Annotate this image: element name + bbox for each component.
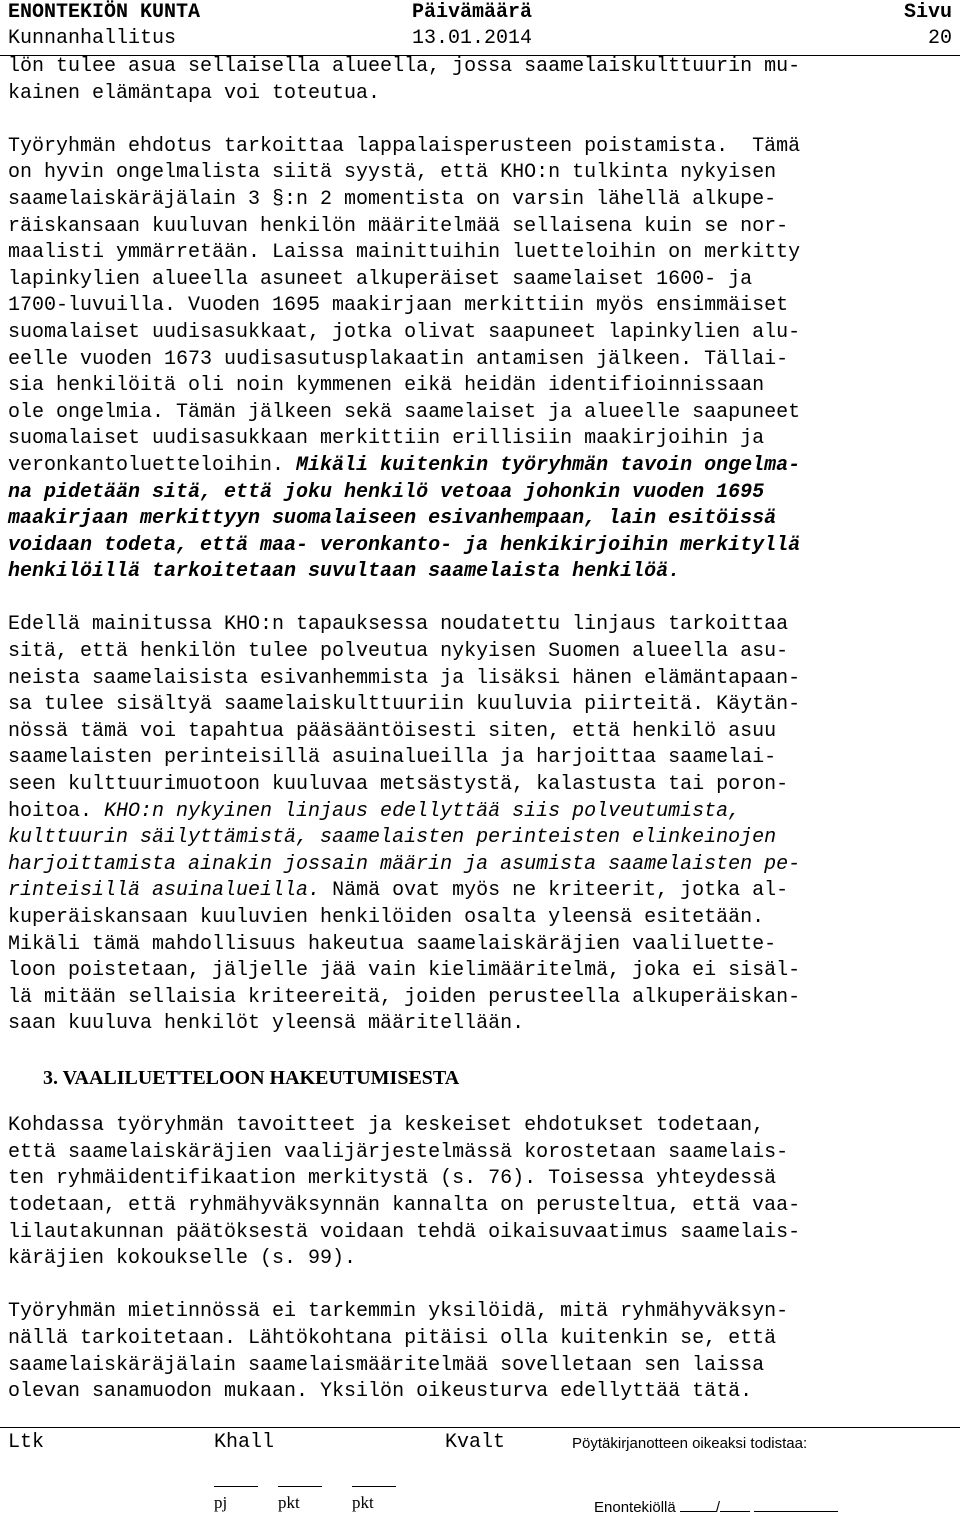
- text-line: [8, 958, 954, 985]
- text-line: [8, 293, 954, 320]
- body-text: kainen elämäntapa voi toteutua.: [8, 81, 381, 105]
- text-line: [8, 54, 954, 81]
- body-text: sia henkilöitä oli noin kymmenen eikä heidän identifioinnissaan: [8, 374, 765, 398]
- date-blank-month: [720, 1497, 750, 1512]
- text-line: [8, 347, 954, 374]
- text-line: [8, 932, 954, 959]
- text-line: [8, 799, 954, 826]
- text-line: [8, 1353, 954, 1380]
- emphasis-bold-text: na pidetään sitä, että joku henkilö vetoaa johonkin vuoden 1695: [8, 480, 765, 504]
- page-number: 20: [927, 27, 952, 50]
- text-line: [8, 639, 954, 666]
- text-line: [8, 719, 954, 746]
- meeting-date: 13.01.2014: [412, 27, 533, 50]
- text-line: [8, 506, 954, 533]
- body-text: Kohdassa työryhmän tavoitteet ja keskeiset ehdotukset todetaan,: [8, 1114, 765, 1138]
- body-text: Nämä ovat myös ne kriteerit, jotka al-: [320, 879, 789, 903]
- text-line: [8, 1193, 954, 1220]
- text-line: [8, 612, 954, 639]
- document-body: [8, 54, 954, 1432]
- signature-line-pkt-2: [352, 1486, 396, 1487]
- text-line: [8, 1379, 954, 1406]
- text-line: [8, 426, 954, 453]
- footer-divider: [0, 1427, 960, 1428]
- body-text: 1700-luvuilla. Vuoden 1695 maakirjaan merkittiin myös ensimmäiset: [8, 294, 789, 318]
- body-text: että saamelaiskäräjien vaalijärjestelmässä korostetaan saamelais-: [8, 1140, 789, 1164]
- body-text: Edellä mainitussa KHO:n tapauksessa noudatettu linjaus tarkoittaa: [8, 613, 789, 637]
- text-line: [8, 400, 954, 427]
- page-footer: [0, 1431, 960, 1519]
- text-line: [8, 1299, 954, 1326]
- body-text: nössä tämä voi tapahtua pääsääntöisesti siten, että henkilö asuu: [8, 719, 777, 743]
- page-label: Sivu: [903, 1, 952, 24]
- body-text: veronkantoluetteloihin.: [8, 453, 297, 477]
- emphasis-italic-text: kulttuurin säilyttämistä, saamelaisten perinteisten elinkeinojen: [8, 826, 777, 850]
- body-text: lapinkylien alueella asuneet alkuperäiset saamelaiset 1600- ja: [8, 267, 753, 291]
- footer-kvalt: Kvalt: [445, 1431, 506, 1454]
- text-line: [8, 559, 954, 586]
- date-label: Päivämäärä: [412, 1, 533, 24]
- emphasis-bold-text: maakirjaan merkittyyn suomalaiseen esivanhempaan, lain esitöissä: [8, 507, 777, 531]
- text-line: [8, 267, 954, 294]
- emphasis-bold-text: voidaan todeta, että maa- veronkanto- ja henkikirjoihin merkityllä: [8, 533, 801, 557]
- body-text: saamelaiskäräjälain 3 §:n 2 momentista on varsin lähellä alkupe-: [8, 187, 777, 211]
- body-text: Työryhmän ehdotus tarkoittaa lappalaisperusteen poistamista. Tämä: [8, 134, 801, 158]
- signature-line-pkt-1: [278, 1486, 322, 1487]
- text-line: [8, 1011, 954, 1038]
- body-text: sitä, että henkilön tulee polveutua nykyisen Suomen alueella asu-: [8, 640, 789, 664]
- footer-pj-label: pj: [214, 1493, 228, 1512]
- body-text: Mikäli tämä mahdollisuus hakeutua saamelaiskäräjien vaaliluette-: [8, 932, 777, 956]
- text-line: [8, 985, 954, 1012]
- paragraph: [8, 54, 954, 107]
- body-text: neista saamelaisista esivanhemmista ja lisäksi hänen elämäntapaan-: [8, 666, 801, 690]
- text-line: [8, 1326, 954, 1353]
- text-line: [8, 825, 954, 852]
- footer-khall: Khall: [214, 1431, 275, 1454]
- date-blank-year: [754, 1497, 838, 1512]
- text-line: [8, 160, 954, 187]
- body-text: Työryhmän mietinnössä ei tarkemmin yksilöidä, mitä ryhmähyväksyn-: [8, 1300, 789, 1324]
- body-text: olevan sanamuodon mukaan. Yksilön oikeusturva edellyttää tätä.: [8, 1380, 753, 1404]
- text-line: [8, 1220, 954, 1247]
- body-text: loon poistetaan, jäljelle jää vain kielimääritelmä, joka ei sisäl-: [8, 959, 801, 983]
- emphasis-bold-text: Mikäli kuitenkin työryhmän tavoin ongelma-: [296, 453, 801, 477]
- text-line: [8, 1140, 954, 1167]
- text-line: [8, 480, 954, 507]
- body-name: Kunnanhallitus: [8, 27, 177, 50]
- text-line: [8, 187, 954, 214]
- paragraph: [8, 134, 954, 586]
- footer-slash: /: [715, 1499, 721, 1516]
- text-line: [8, 134, 954, 161]
- paragraph: [8, 612, 954, 1038]
- body-text: eelle vuoden 1673 uudisasutusplakaatin antamisen jälkeen. Tällai-: [8, 347, 789, 371]
- body-text: saan kuuluva henkilöt yleensä määritellään.: [8, 1012, 525, 1036]
- text-line: [8, 240, 954, 267]
- text-line: [8, 373, 954, 400]
- section-heading: 3. VAALILUETTELOON HAKEUTUMISESTA: [43, 1066, 460, 1089]
- body-text: seen kulttuurimuotoon kuuluvaa metsästystä, kalastusta tai poron-: [8, 773, 789, 797]
- emphasis-italic-text: harjoittamista ainakin jossain määrin ja asumista saamelaisten pe-: [8, 852, 801, 876]
- text-line: [8, 453, 954, 480]
- text-line: [8, 1166, 954, 1193]
- body-text: kuperäiskansaan kuuluvien henkilöiden osalta yleensä esitetään.: [8, 906, 765, 929]
- body-text: saamelaiskäräjälain saamelaismääritelmää sovelletaan sen laissa: [8, 1353, 765, 1377]
- text-line: [8, 1246, 954, 1273]
- body-text: saamelaisten perinteisillä asuinalueilla ja harjoittaa saamelai-: [8, 746, 777, 770]
- body-text: suomalaiset uudisasukkaan merkittiin erillisiin maakirjoihin ja: [8, 427, 765, 451]
- paragraph: [8, 1113, 954, 1273]
- body-text: lön tulee asua sellaisella alueella, jossa saamelaiskulttuurin mu-: [8, 55, 801, 78]
- paragraph: [8, 1299, 954, 1405]
- text-line: [8, 666, 954, 693]
- footer-pkt-label-1: pkt: [278, 1493, 300, 1512]
- signature-line-pj: [214, 1486, 258, 1487]
- text-line: [8, 1113, 954, 1140]
- body-text: lilautakunnan päätöksestä voidaan tehdä oikaisuvaatimus saamelais-: [8, 1220, 801, 1244]
- text-line: [8, 692, 954, 719]
- footer-place: Enontekiöllä: [594, 1499, 676, 1516]
- body-text: sa tulee sisältyä saamelaiskulttuuriin kuuluvia piirteitä. Käytän-: [8, 693, 801, 717]
- text-line: [8, 533, 954, 560]
- emphasis-italic-text: rinteisillä asuinalueilla.: [8, 879, 321, 903]
- footer-place-date: [594, 1497, 838, 1516]
- body-text: suomalaiset uudisasukkaat, jotka olivat saapuneet lapinkylien alu-: [8, 320, 801, 344]
- text-line: [8, 745, 954, 772]
- date-blank-day: [680, 1497, 716, 1512]
- text-line: [8, 772, 954, 799]
- text-line: [8, 214, 954, 241]
- emphasis-italic-text: KHO:n nykyinen linjaus edellyttää siis polveutumista,: [104, 799, 741, 823]
- emphasis-bold-text: henkilöillä tarkoitetaan suvultaan saamelaista henkilöä.: [8, 560, 681, 584]
- footer-pkt-label-2: pkt: [352, 1493, 374, 1512]
- body-text: ten ryhmäidentifikaation merkitystä (s. 76). Toisessa yhteydessä: [8, 1167, 777, 1191]
- footer-certify-label: Pöytäkirjanotteen oikeaksi todistaa:: [572, 1435, 808, 1452]
- body-text: nällä tarkoitetaan. Lähtökohtana pitäisi olla kuitenkin se, että: [8, 1326, 777, 1350]
- text-line: [8, 852, 954, 879]
- footer-ltk: Ltk: [8, 1431, 45, 1454]
- text-line: [8, 320, 954, 347]
- body-text: maalisti ymmärretään. Laissa mainittuihin luetteloihin on merkitty: [8, 241, 801, 265]
- text-line: [8, 878, 954, 905]
- text-line: [8, 81, 954, 108]
- org-name: ENONTEKIÖN KUNTA: [8, 1, 201, 24]
- body-text: räiskansaan kuuluvan henkilön määritelmää sellaisena kuin se nor-: [8, 214, 789, 238]
- text-line: [8, 905, 954, 932]
- body-text: ole ongelmia. Tämän jälkeen sekä saamelaiset ja alueelle saapuneet: [8, 400, 801, 424]
- body-text: on hyvin ongelmalista siitä syystä, että KHO:n tulkinta nykyisen: [8, 161, 777, 185]
- body-text: todetaan, että ryhmähyväksynnän kannalta on perusteltua, että vaa-: [8, 1193, 801, 1217]
- body-text: lä mitään sellaisia kriteereitä, joiden perusteella alkuperäiskan-: [8, 985, 801, 1009]
- body-text: hoitoa.: [8, 799, 105, 823]
- body-text: käräjien kokoukselle (s. 99).: [8, 1247, 357, 1271]
